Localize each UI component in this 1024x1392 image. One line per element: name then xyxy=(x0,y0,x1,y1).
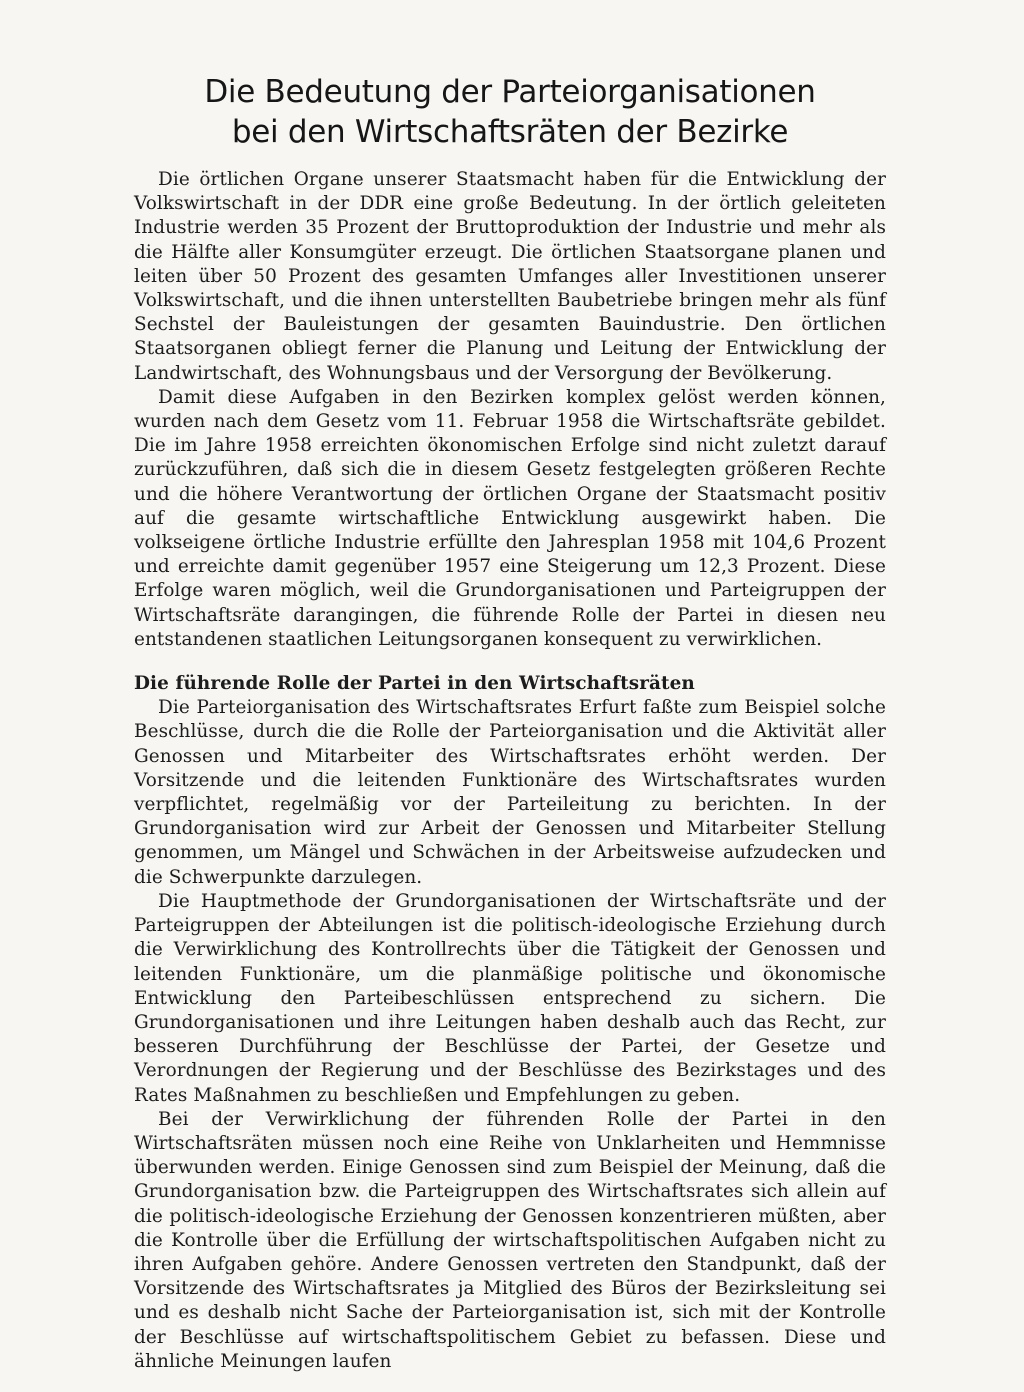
article-body xyxy=(134,168,886,1374)
paragraph-section-1: Die Parteiorganisation des Wirtschaftsrates Erfurt faßte zum Beispiel solche Beschlüsse, durch die die Rolle der Parteiorganisation und die Aktivität aller Genossen und Mitarbeiter des Wirtschaftsrates erhöht werden. Der Vorsitzende und die leitenden Funktionäre des Wirtschaftsrates wurden verpflichtet, regelmäßig vor der Parteileitung zu berichten. In der Grundorganisation wird zur Arbeit der Genossen und Mitarbeiter Stellung genommen, um Mängel und Schwächen in der Arbeitsweise aufzudecken und die Schwerpunkte darzulegen. xyxy=(134,697,886,888)
section-heading: Die führende Rolle der Partei in den Wirtschaftsräten xyxy=(134,673,695,695)
paragraph-intro-1: Die örtlichen Organe unserer Staatsmacht haben für die Entwicklung der Volkswirtschaft in der DDR eine große Bedeutung. In der örtlich geleiteten Industrie werden 35 Prozent der Bruttoproduktion der Industrie und mehr als die Hälfte aller Konsumgüter erzeugt. Die örtlichen Staatsorgane planen und leiten über 50 Prozent des gesamten Umfanges aller Investitionen unserer Volkswirtschaft, und die ihnen unterstellten Baubetriebe bringen mehr als fünf Sechstel der Bauleistungen der gesamten Bauindustrie. Den örtlichen Staatsorganen obliegt ferner die Planung und Leitung der Entwicklung der Landwirtschaft, des Wohnungsbaus und der Versorgung der Bevölkerung. xyxy=(134,169,886,384)
paragraph-section-2: Die Hauptmethode der Grundorganisationen der Wirtschaftsräte und der Parteigruppen der Abteilungen ist die politisch-ideologische Erziehung durch die Verwirklichung des Kontrollrechts über die Tätigkeit der Genossen und leitenden Funktionäre, um die planmäßige politische und ökonomische Entwicklung den Parteibeschlüssen entsprechend zu sichern. Die Grundorganisationen und ihre Leitungen haben deshalb auch das Recht, zur besseren Durchführung der Beschlüsse der Partei, der Gesetze und Verordnungen der Regierung und der Beschlüsse des Bezirkstages und des Rates Maßnahmen zu beschließen und Empfehlungen zu geben. xyxy=(134,890,886,1106)
title-line-1: Die Bedeutung der Parteiorganisationen xyxy=(204,74,816,110)
title-line-2: bei den Wirtschaftsräten der Bezirke xyxy=(231,114,789,150)
article-title xyxy=(134,72,886,152)
paragraph-intro-2: Damit diese Aufgaben in den Bezirken komplex gelöst werden können, wurden nach dem Gesetz vom 11. Februar 1958 die Wirtschaftsräte gebildet. Die im Jahre 1958 erreichten ökonomischen Erfolge sind nicht zuletzt darauf zurückzuführen, daß sich die in diesem Gesetz festgelegten größeren Rechte und die höhere Verantwortung der örtlichen Organe der Staatsmacht positiv auf die gesamte wirtschaftliche Entwicklung ausgewirkt haben. Die volkseigene örtliche Industrie erfüllte den Jahresplan 1958 mit 104,6 Prozent und erreichte damit gegenüber 1957 eine Steigerung um 12,3 Prozent. Diese Erfolge waren möglich, weil die Grundorganisationen und Parteigruppen der Wirtschaftsräte darangingen, die führende Rolle der Partei in diesen neu entstandenen staatlichen Leitungsorganen konsequent zu verwirklichen. xyxy=(134,386,886,650)
paragraph-section-3: Bei der Verwirklichung der führenden Rolle der Partei in den Wirtschaftsräten müssen noch eine Reihe von Unklarheiten und Hemmnisse überwunden werden. Einige Genossen sind zum Beispiel der Meinung, daß die Grundorganisation bzw. die Parteigruppen des Wirtschaftsrates sich allein auf die politisch-ideologische Erziehung der Genossen konzentrieren müßten, aber die Kontrolle über die Erfüllung der wirtschaftspolitischen Aufgaben nicht zu ihren Aufgaben gehöre. Andere Genossen vertreten den Standpunkt, daß der Vorsitzende des Wirtschaftsrates ja Mitglied des Büros der Bezirksleitung sei und es deshalb nicht Sache der Parteiorganisation ist, sich mit der Kontrolle der Beschlüsse auf wirtschaftspolitischem Gebiet zu befassen. Diese und ähnliche Meinungen laufen xyxy=(134,1108,886,1372)
